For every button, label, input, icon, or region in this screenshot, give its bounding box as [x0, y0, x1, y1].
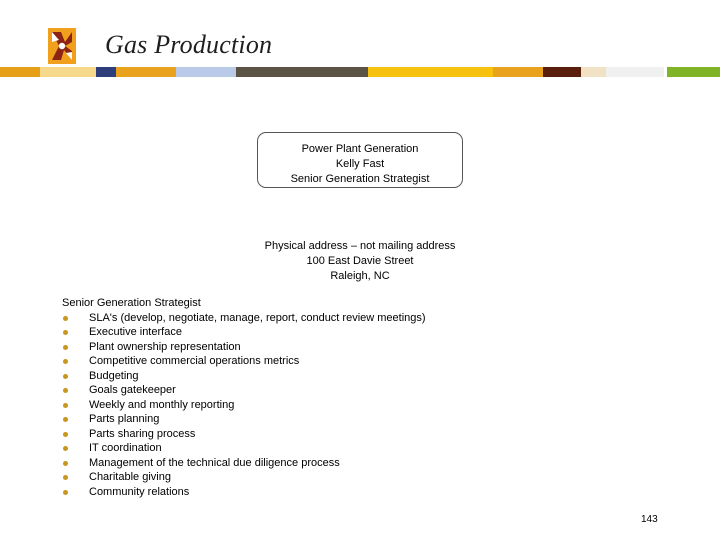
- color-strip-segment: [368, 67, 493, 77]
- bullet-icon: [63, 403, 68, 408]
- page-number: 143: [641, 514, 658, 525]
- list-item: [62, 485, 426, 500]
- org-box-department: Power Plant Generation: [301, 143, 419, 155]
- list-item-text: Charitable giving: [89, 471, 171, 483]
- list-item: [62, 412, 426, 427]
- color-strip-segment: [581, 67, 606, 77]
- color-strip-segment: [493, 67, 543, 77]
- org-box-role: Senior Generation Strategist: [290, 173, 430, 185]
- list-item-text: Parts sharing process: [89, 427, 196, 440]
- color-strip-segment: [116, 67, 176, 77]
- list-item: [62, 441, 426, 456]
- list-item: [62, 383, 426, 398]
- org-box-name: Kelly Fast: [335, 158, 385, 170]
- list-item-text: Management of the technical due diligence process: [89, 456, 340, 469]
- company-logo-icon: [48, 28, 76, 64]
- header-color-strip: [0, 67, 720, 77]
- responsibilities-heading: Senior Generation Strategist: [62, 297, 201, 309]
- list-item: [62, 354, 426, 369]
- bullet-icon: [63, 388, 68, 393]
- list-item: [62, 325, 426, 340]
- bullet-icon: [63, 432, 68, 437]
- bullet-icon: [63, 359, 68, 364]
- list-item-text: Parts planning: [89, 413, 160, 425]
- list-item-text: Weekly and monthly reporting: [89, 398, 235, 411]
- address-city: Raleigh, NC: [330, 270, 390, 282]
- org-chart-box: [257, 132, 463, 188]
- list-item-text: Community relations: [89, 485, 190, 498]
- responsibilities-list: [62, 311, 426, 500]
- bullet-icon: [63, 417, 68, 422]
- color-strip-segment: [96, 67, 116, 77]
- address-heading: Physical address – not mailing address: [264, 240, 456, 252]
- bullet-icon: [63, 316, 68, 321]
- color-strip-segment: [176, 67, 236, 77]
- bullet-icon: [63, 475, 68, 480]
- list-item-text: SLA's (develop, negotiate, manage, report, conduct review meetings): [89, 311, 426, 324]
- list-item-text: Budgeting: [89, 369, 139, 382]
- bullet-icon: [63, 461, 68, 466]
- bullet-icon: [63, 374, 68, 379]
- list-item: [62, 311, 426, 326]
- responsibilities-section: [62, 296, 426, 499]
- color-strip-segment: [0, 67, 40, 77]
- list-item: [62, 340, 426, 355]
- list-item: [62, 470, 426, 485]
- list-item-text: Plant ownership representation: [89, 340, 241, 353]
- list-item-text: IT coordination: [89, 442, 162, 454]
- color-strip-segment: [40, 67, 96, 77]
- color-strip-segment: [543, 67, 581, 77]
- address-street: 100 East Davie Street: [306, 255, 414, 267]
- color-strip-segment: [236, 67, 368, 77]
- bullet-icon: [63, 330, 68, 335]
- bullet-icon: [63, 446, 68, 451]
- list-item: [62, 398, 426, 413]
- color-strip-segment: [667, 67, 720, 77]
- list-item: [62, 456, 426, 471]
- list-item-text: Goals gatekeeper: [89, 384, 176, 396]
- list-item: [62, 369, 426, 384]
- list-item-text: Competitive commercial operations metrics: [89, 355, 300, 367]
- address-block: [0, 239, 720, 284]
- color-strip-segment: [606, 67, 664, 77]
- list-item: [62, 427, 426, 442]
- bullet-icon: [63, 490, 68, 495]
- list-item-text: Executive interface: [89, 326, 182, 338]
- bullet-icon: [63, 345, 68, 350]
- page-title: Gas Production: [105, 30, 273, 59]
